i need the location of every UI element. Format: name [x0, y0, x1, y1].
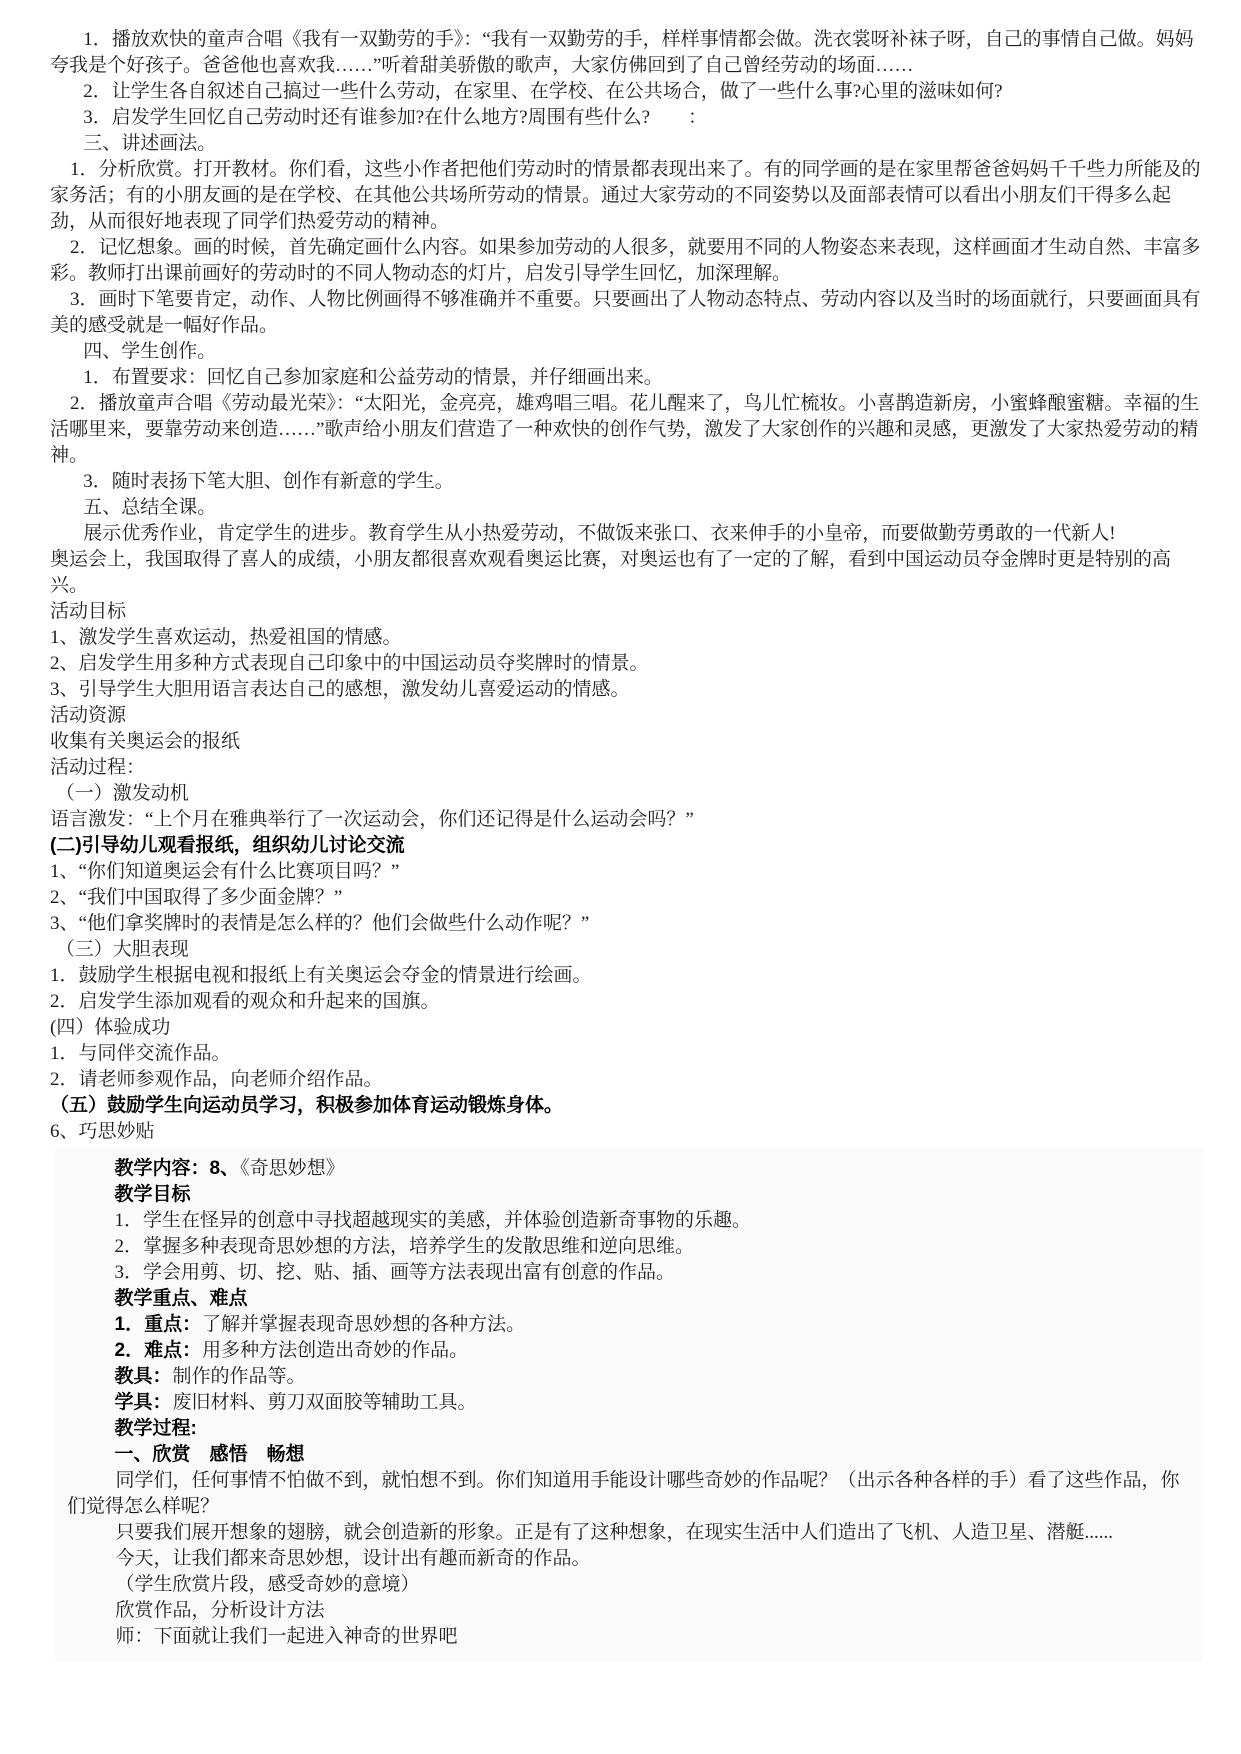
- paragraph: 奥运会上，我国取得了喜人的成绩，小朋友都很喜欢观看奥运比赛，对奥运也有了一定的了解，看到中国运动员夺金牌时更是特别的高兴。: [50, 549, 1172, 596]
- paragraph: （三）大胆表现: [55, 939, 189, 960]
- lesson-text-main: [50, 27, 1203, 1145]
- paragraph: 师：下面就让我们一起进入神奇的世界吧: [115, 1626, 458, 1647]
- paragraph: [115, 1338, 1192, 1364]
- paragraph: （学生欣赏片段，感受奇妙的意境）: [115, 1574, 420, 1595]
- paragraph: 2．掌握多种表现奇思妙想的方法，培养学生的发散思维和逆向思维。: [114, 1236, 695, 1257]
- paragraph: 欣赏作品，分析设计方法: [115, 1600, 325, 1621]
- paragraph-text: 废旧材料、剪刀双面胶等辅助工具。: [172, 1392, 477, 1413]
- paragraph: 2．请老师参观作品，向老师介绍作品。: [50, 1069, 383, 1090]
- paragraph: 展示优秀作业，肯定学生的进步。教育学生从小热爱劳动，不做饭来张口、衣来伸手的小皇帝，而要做勤劳勇敢的一代新人!: [83, 523, 1116, 544]
- paragraph: 1．学生在怪异的创意中寻找超越现实的美感，并体验创造新奇事物的乐趣。: [114, 1210, 752, 1231]
- card-heading: [115, 1156, 1192, 1182]
- paragraph: 1．播放欢快的童声合唱《我有一双勤劳的手》：“我有一双勤劳的手，样样事情都会做。洗衣裳呀补袜子呀，自己的事情自己做。妈妈夸我是个好孩子。爸爸他也喜欢我……”听着甜美骄傲的歌声，大家仿佛回到了自己曾经劳动的场面……: [50, 29, 1194, 76]
- paragraph: 1、“你们知道奥运会有什么比赛项目吗？”: [50, 861, 400, 882]
- paragraph: （一）激发动机: [55, 783, 189, 804]
- paragraph: 2．让学生各自叙述自己搞过一些什么劳动，在家里、在学校、在公共场合，做了一些什么事?心里的滋味如何?: [83, 81, 1003, 102]
- paragraph: 只要我们展开想象的翅膀，就会创造新的形象。正是有了这种想象，在现实生活中人们造出了飞机、人造卫星、潜艇......: [115, 1522, 1113, 1543]
- paragraph: 2．记忆想象。画的时候，首先确定画什么内容。如果参加劳动的人很多，就要用不同的人物姿态来表现，这样画面才生动自然、丰富多彩。教师打出课前画好的劳动时的不同人物动态的灯片，启发引导学生回忆，加深理解。: [50, 237, 1201, 284]
- paragraph: 3．启发学生回忆自己劳动时还有谁参加?在什么地方?周围有些什么? ：: [83, 107, 708, 128]
- paragraph: 3．画时下笔要肯定，动作、人物比例画得不够准确并不重要。只要画出了人物动态特点、劳动内容以及当时的场面就行，只要画面具有美的感受就是一幅好作品。: [50, 289, 1201, 336]
- paragraph-text: 《奇思妙想》: [240, 1158, 345, 1179]
- paragraph-text: 制作的作品等。: [172, 1366, 306, 1387]
- card-heading: 教学重点、难点: [114, 1288, 248, 1309]
- paragraph: [115, 1390, 1192, 1416]
- paragraph: (四）体验成功: [50, 1017, 171, 1038]
- card-heading: 教学目标: [114, 1184, 191, 1205]
- card-heading: 教学过程:: [114, 1418, 197, 1439]
- paragraph-lead: 学具：: [114, 1392, 172, 1413]
- paragraph: 同学们，任何事情不怕做不到，就怕想不到。你们知道用手能设计哪些奇妙的作品呢？（出示各种各样的手）看了这些作品，你们觉得怎么样呢？: [67, 1470, 1180, 1517]
- paragraph: 2、“我们中国取得了多少面金牌？”: [50, 887, 343, 908]
- paragraph: 1．布置要求：回忆自己参加家庭和公益劳动的情景，并仔细画出来。: [83, 367, 663, 388]
- paragraph: [115, 1312, 1192, 1338]
- paragraph: 活动资源: [50, 705, 127, 726]
- paragraph-lead: 教学内容：8、: [114, 1158, 240, 1179]
- paragraph: 收集有关奥运会的报纸: [50, 731, 241, 752]
- paragraph: 2．播放童声合唱《劳动最光荣》：“太阳光，金亮亮，雄鸡唱三唱。花儿醒来了，鸟儿忙梳妆。小喜鹊造新房，小蜜蜂酿蜜糖。幸福的生活哪里来，要靠劳动来创造……”歌声给小朋友们营造了一种欢快的创作气势，激发了大家创作的兴趣和灵感，更激发了大家热爱劳动的精神。: [50, 393, 1200, 466]
- paragraph: 1．鼓励学生根据电视和报纸上有关奥运会夺金的情景进行绘画。: [50, 965, 592, 986]
- paragraph: 活动过程：: [50, 757, 146, 778]
- paragraph: 语言激发：“上个月在雅典举行了一次运动会，你们还记得是什么运动会吗？”: [50, 809, 694, 830]
- card-heading: 一、欣赏 感悟 畅想: [114, 1444, 305, 1465]
- paragraph-lead: 1．重点：: [114, 1314, 202, 1335]
- paragraph: 活动目标: [50, 601, 127, 622]
- paragraph: 三、讲述画法。: [83, 133, 217, 154]
- paragraph: 6、巧思妙贴: [50, 1121, 155, 1142]
- paragraph-lead: 教具：: [114, 1366, 172, 1387]
- paragraph: 1、激发学生喜欢运动，热爱祖国的情感。: [50, 627, 402, 648]
- paragraph-text: 用多种方法创造出奇妙的作品。: [202, 1340, 469, 1361]
- paragraph-lead: 2．难点：: [114, 1340, 202, 1361]
- paragraph: 2．启发学生添加观看的观众和升起来的国旗。: [50, 991, 440, 1012]
- paragraph: 四、学生创作。: [83, 341, 217, 362]
- lesson-plan-card: [55, 1147, 1203, 1662]
- paragraph: 五、总结全课。: [83, 497, 217, 518]
- paragraph: (二)引导幼儿观看报纸，组织幼儿讨论交流: [50, 835, 405, 856]
- paragraph: 今天，让我们都来奇思妙想，设计出有趣而新奇的作品。: [115, 1548, 591, 1569]
- paragraph: （五）鼓励学生向运动员学习，积极参加体育运动锻炼身体。: [50, 1095, 564, 1116]
- paragraph: 3．学会用剪、切、挖、贴、插、画等方法表现出富有创意的作品。: [114, 1262, 676, 1283]
- paragraph: 3、“他们拿奖牌时的表情是怎么样的？他们会做些什么动作呢？”: [50, 913, 590, 934]
- paragraph: [115, 1364, 1192, 1390]
- paragraph: 1．分析欣赏。打开教材。你们看，这些小作者把他们劳动时的情景都表现出来了。有的同学画的是在家里帮爸爸妈妈千千些力所能及的家务活；有的小朋友画的是在学校、在其他公共场所劳动的情景。通过大家劳动的不同姿势以及面部表情可以看出小朋友们干得多么起劲，从而很好地表现了同学们热爱劳动的精神。: [50, 159, 1201, 232]
- paragraph: 3．随时表扬下笔大胆、创作有新意的学生。: [83, 471, 454, 492]
- paragraph: 2、启发学生用多种方式表现自己印象中的中国运动员夺奖牌时的情景。: [50, 653, 649, 674]
- paragraph: 3、引导学生大胆用语言表达自己的感想，激发幼儿喜爱运动的情感。: [50, 679, 630, 700]
- paragraph-text: 了解并掌握表现奇思妙想的各种方法。: [202, 1314, 526, 1335]
- paragraph: 1．与同伴交流作品。: [50, 1043, 231, 1064]
